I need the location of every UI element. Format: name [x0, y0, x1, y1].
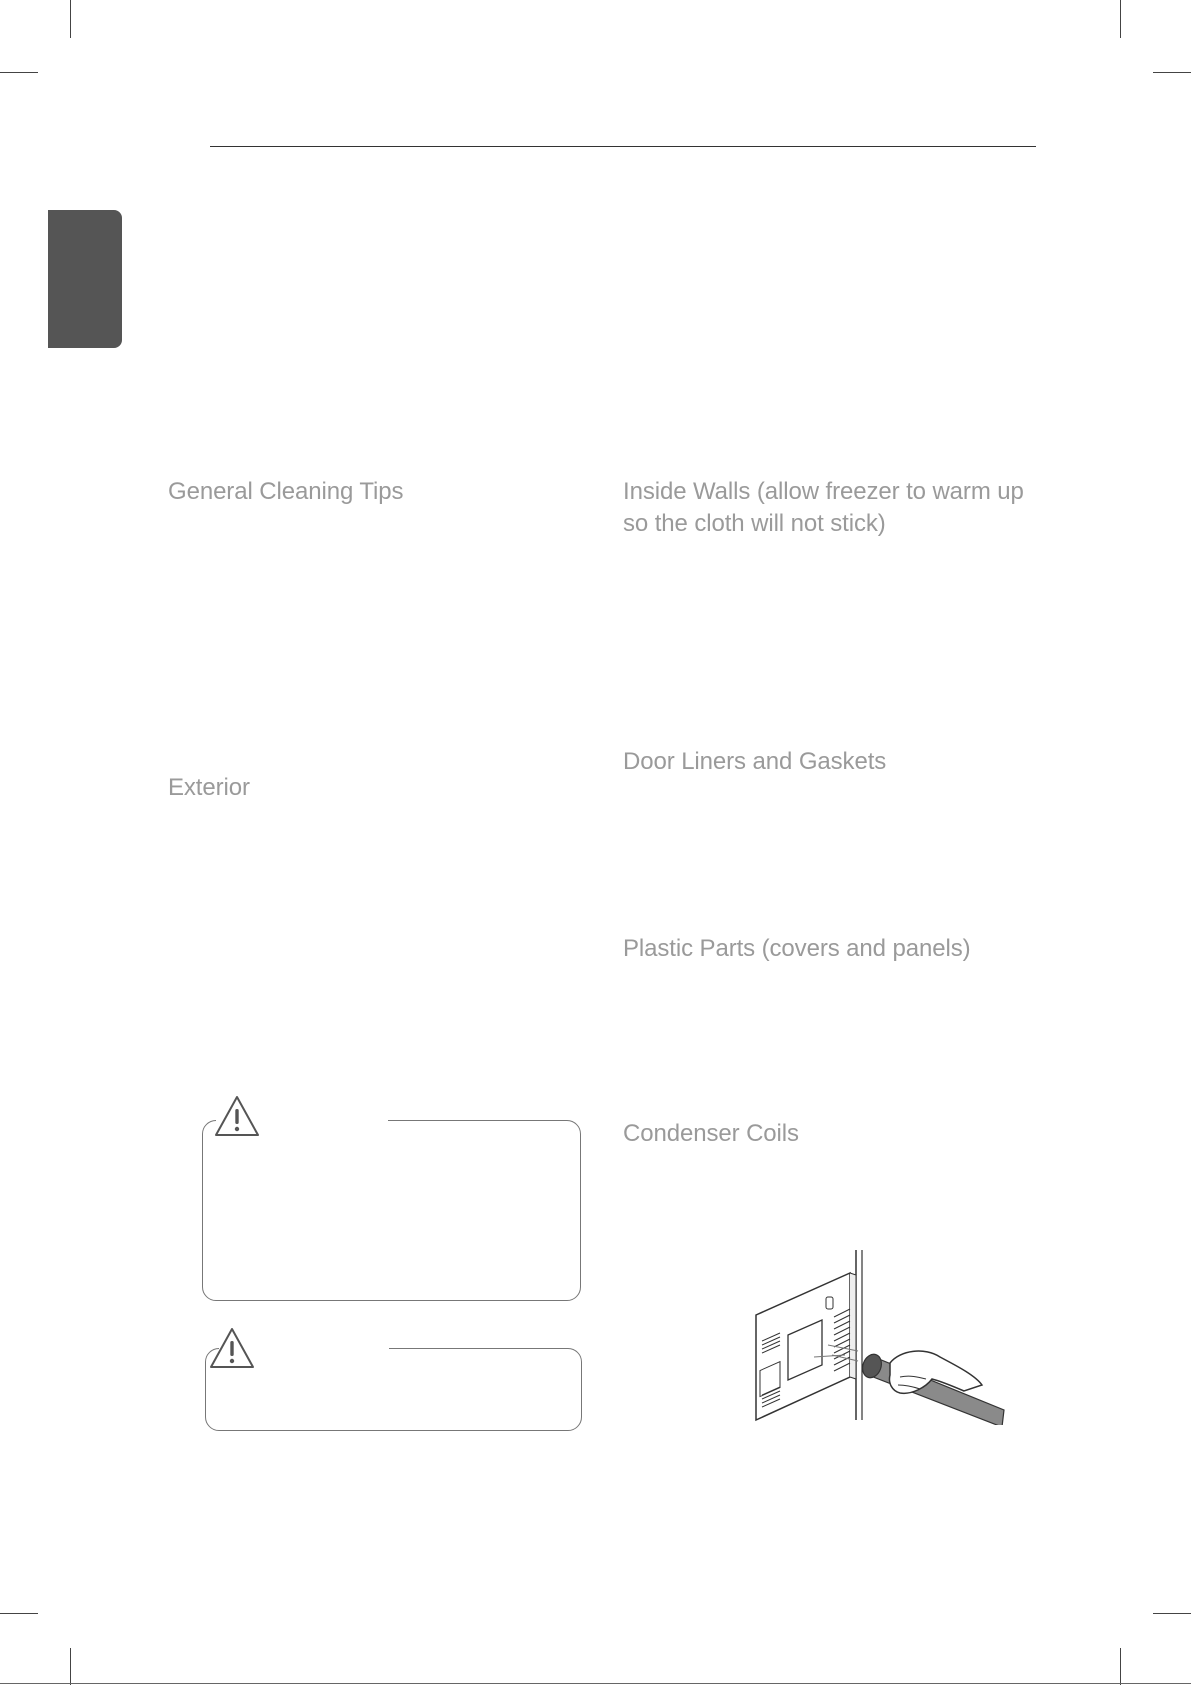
heading-door-liners: Door Liners and Gaskets [623, 748, 887, 775]
warning-box [205, 1348, 582, 1431]
language-side-tab [48, 210, 122, 348]
bottom-trim-line [0, 1683, 1191, 1684]
crop-mark [70, 1648, 71, 1685]
crop-mark [0, 1613, 38, 1614]
heading-general-cleaning-tips: General Cleaning Tips [168, 478, 404, 505]
crop-mark [70, 0, 71, 38]
condenser-coils-illustration [750, 1245, 1010, 1430]
crop-mark [1153, 1613, 1191, 1614]
heading-inside-walls: Inside Walls (allow freezer to warm up so the cloth will not stick) [623, 478, 1024, 537]
crop-mark [1153, 72, 1191, 73]
header-rule [210, 146, 1036, 147]
crop-mark [1120, 0, 1121, 38]
heading-condenser-coils: Condenser Coils [623, 1120, 799, 1147]
crop-mark [1120, 1648, 1121, 1685]
warning-triangle-icon [213, 1094, 261, 1143]
caution-box [202, 1120, 581, 1301]
warning-triangle-icon [208, 1326, 256, 1375]
heading-plastic-parts: Plastic Parts (covers and panels) [623, 935, 971, 962]
heading-exterior: Exterior [168, 774, 250, 801]
crop-mark [0, 72, 38, 73]
